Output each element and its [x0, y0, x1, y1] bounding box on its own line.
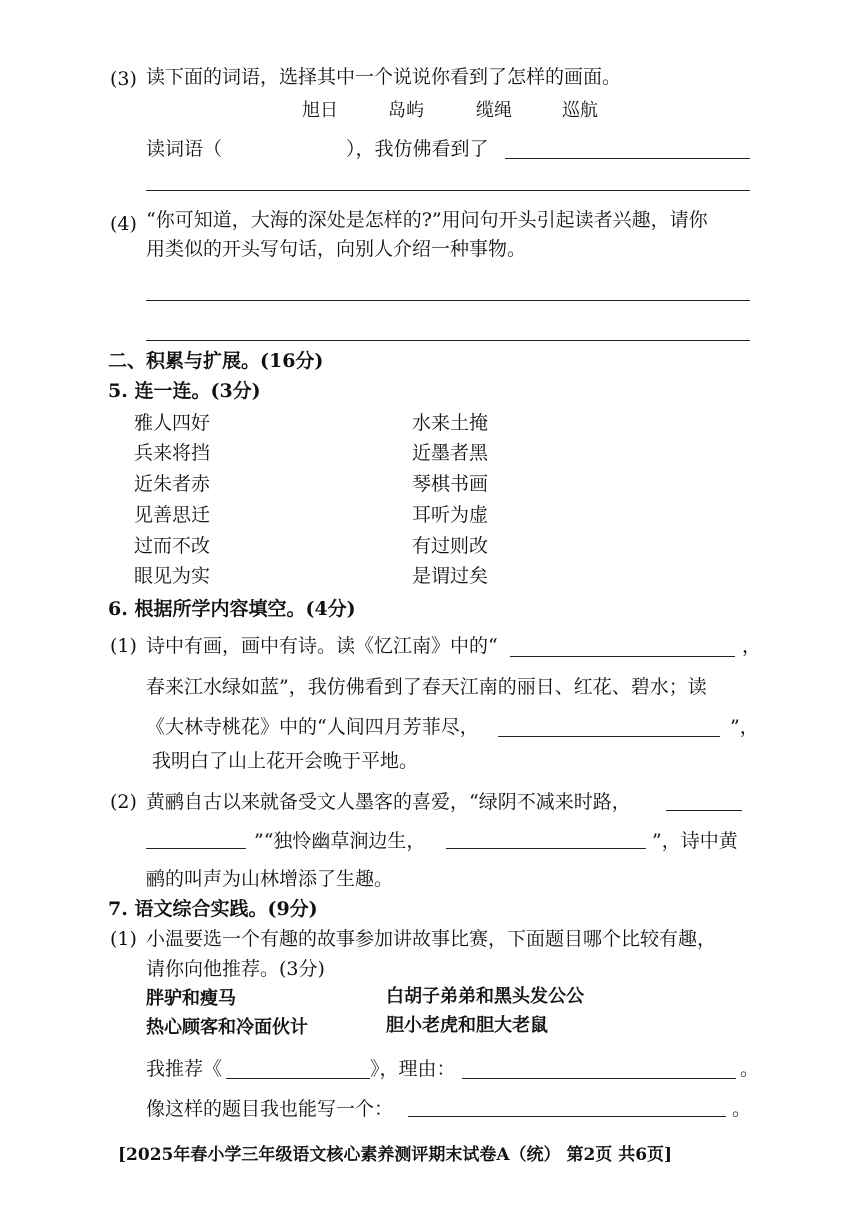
q5-title: 5. 连一连。(3分) — [108, 380, 261, 402]
q7-write-end: 。 — [732, 1098, 752, 1120]
q5-left-item[interactable]: 兵来将挡 — [134, 442, 211, 464]
q4-number: (4) — [110, 213, 137, 235]
q5-right-item[interactable]: 近墨者黑 — [412, 442, 489, 464]
q7-story-option[interactable]: 胖驴和瘦马 — [146, 988, 236, 1009]
q3-word: 旭日 — [302, 100, 338, 121]
q6-2-line-2: ”“独怜幽草涧边生， — [254, 830, 426, 852]
q3-number: (3) — [110, 68, 137, 90]
q3-word: 缆绳 — [476, 100, 512, 121]
q4-answer-line-2[interactable] — [146, 340, 750, 341]
q6-1-line-4: 我明白了山上花开会晚于平地。 — [152, 750, 419, 772]
q6-2-number: (2) — [110, 791, 137, 813]
q3-answer-line-2[interactable] — [146, 190, 750, 191]
q5-right-item[interactable]: 是谓过矣 — [412, 565, 489, 587]
q4-line-1: “你可知道，大海的深处是怎样的?”用问句开头引起读者兴趣，请你 — [146, 209, 708, 231]
q6-2-line-1: 黄鹂自古以来就备受文人墨客的喜爱，“绿阴不减来时路， — [146, 791, 631, 813]
q3-answer-mid: ），我仿佛看到了 — [346, 138, 489, 160]
q5-right-item[interactable]: 有过则改 — [412, 535, 489, 557]
q7-story-option[interactable]: 热心顾客和冷面伙计 — [146, 1017, 308, 1038]
q6-1-number: (1) — [110, 635, 137, 657]
q3-answer-prefix: 读词语（ — [146, 138, 223, 160]
q3-word: 巡航 — [562, 100, 598, 121]
q6-1-blank-2[interactable] — [498, 736, 720, 737]
q7-story-option[interactable]: 白胡子弟弟和黑头发公公 — [386, 986, 584, 1007]
q6-1-line-2: 春来江水绿如蓝”，我仿佛看到了春天江南的丽日、红花、碧水；读 — [146, 676, 707, 698]
q7-recommend-title-blank[interactable] — [226, 1078, 370, 1079]
q5-left-item[interactable]: 见善思迁 — [134, 504, 211, 526]
q7-1-line-1: 小温要选一个有趣的故事参加讲故事比赛，下面题目哪个比较有趣， — [146, 928, 717, 950]
q7-recommend-prefix: 我推荐《 — [146, 1058, 223, 1080]
q4-answer-line-1[interactable] — [146, 300, 750, 301]
q5-right-item[interactable]: 耳听为虚 — [412, 504, 489, 526]
q6-1-line-1-end: ， — [742, 635, 762, 657]
q7-1-line-2: 请你向他推荐。(3分) — [146, 958, 325, 980]
q6-2-blank-2[interactable] — [446, 848, 646, 849]
q6-2-line-3: 鹂的叫声为山林增添了生趣。 — [146, 868, 394, 890]
q6-1-blank-1[interactable] — [510, 656, 735, 657]
q7-recommend-end: 。 — [740, 1058, 760, 1080]
q3-answer-line-1[interactable] — [505, 158, 750, 159]
q5-right-item[interactable]: 琴棋书画 — [412, 473, 489, 495]
q5-left-item[interactable]: 近朱者赤 — [134, 473, 211, 495]
q5-left-item[interactable]: 过而不改 — [134, 535, 211, 557]
q6-1-line-3-end: ”， — [730, 716, 759, 738]
section-2-title: 二、积累与扩展。(16分) — [108, 350, 324, 372]
q7-title: 7. 语文综合实践。(9分) — [108, 898, 318, 920]
q5-left-item[interactable]: 眼见为实 — [134, 565, 211, 587]
page-footer: [2025年春小学三年级语文核心素养测评期末试卷A（统） 第2页 共6页] — [118, 1145, 673, 1165]
q5-left-item[interactable]: 雅人四好 — [134, 412, 211, 434]
q4-line-2: 用类似的开头写句话，向别人介绍一种事物。 — [146, 238, 527, 260]
q7-1-number: (1) — [110, 928, 137, 950]
q6-title: 6. 根据所学内容填空。(4分) — [108, 598, 356, 620]
q6-2-blank-1-cont[interactable] — [146, 848, 246, 849]
q5-right-item[interactable]: 水来土掩 — [412, 412, 489, 434]
q7-reason-blank[interactable] — [462, 1078, 736, 1079]
q6-1-line-3: 《大林寺桃花》中的“人间四月芳菲尽， — [146, 716, 479, 738]
q7-write-blank[interactable] — [408, 1116, 726, 1117]
q6-2-line-2-end: ”，诗中黄 — [652, 830, 738, 852]
q7-write-label: 像这样的题目我也能写一个： — [146, 1098, 394, 1120]
q6-2-blank-1[interactable] — [666, 810, 742, 811]
q3-prompt: 读下面的词语，选择其中一个说说你看到了怎样的画面。 — [146, 66, 622, 88]
q6-1-line-1: 诗中有画，画中有诗。读《忆江南》中的“ — [146, 635, 498, 657]
q7-recommend-reason-label: 》，理由： — [370, 1058, 456, 1080]
q3-word: 岛屿 — [388, 100, 424, 121]
q7-story-option[interactable]: 胆小老虎和胆大老鼠 — [386, 1015, 548, 1036]
